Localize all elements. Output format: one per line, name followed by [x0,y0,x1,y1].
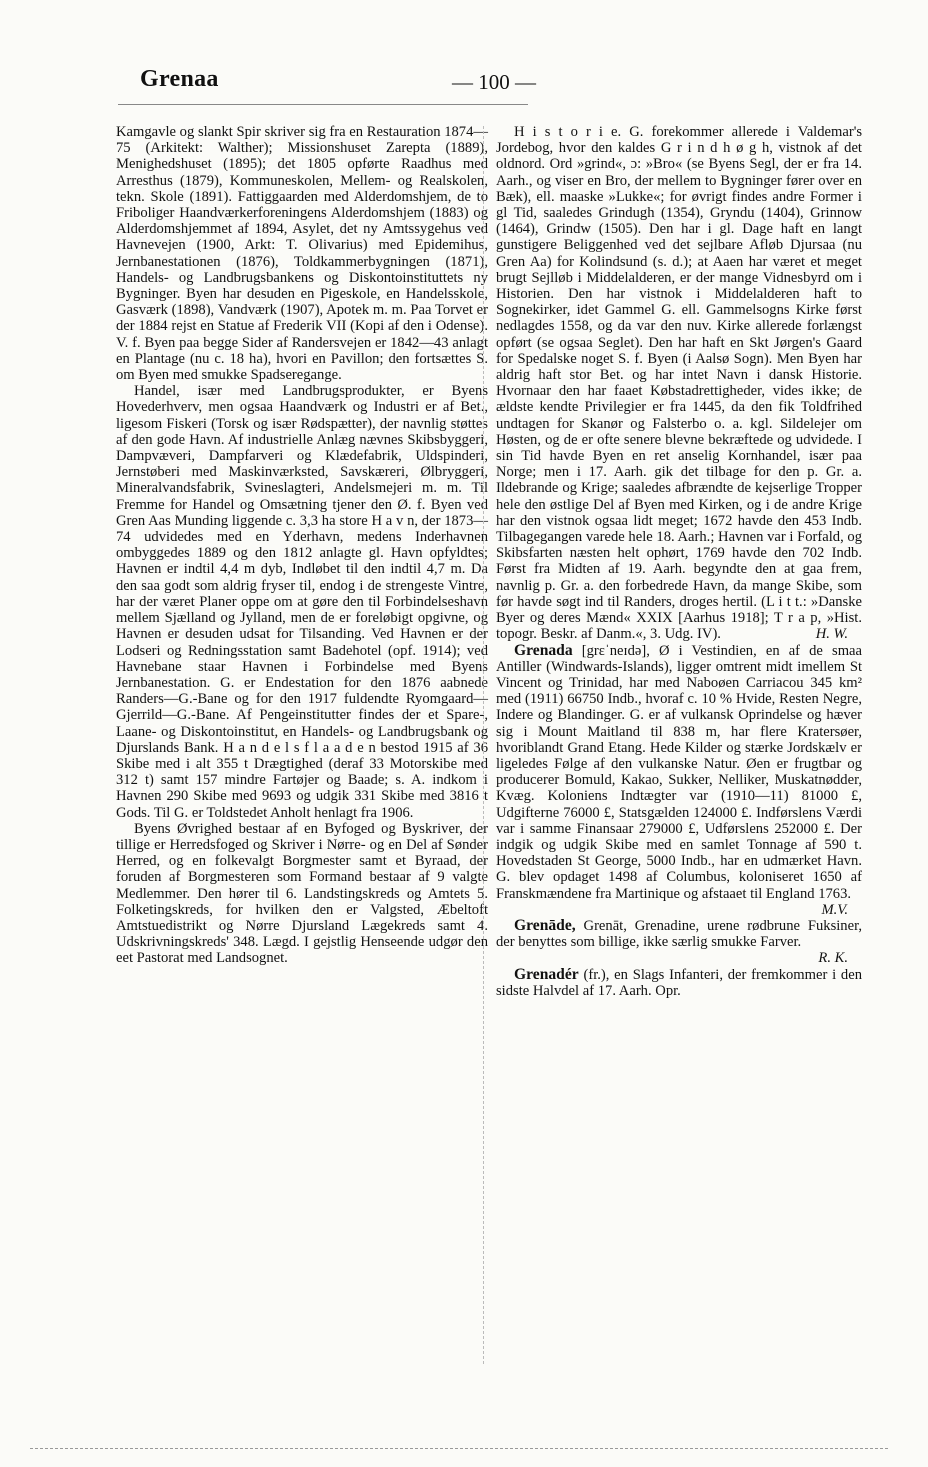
left-paragraph-buildings: Kamgavle og slankt Spir skriver sig fra en Restauration 1874—75 (Arkitekt: Walther); Missionshuset Zarepta (1889), Menighedshuset (1895); det 1805 opførte Raadhus med Arresthus (1879), Kommuneskolen, Mellem- og Realskolen, tekn. Skole (1891). Fattiggaarden med Alderdomshjem, de to Friboliger Haandværkerforeningens Alderdomshjem (1883) og Alderdomshjemmet af 1894, Asylet, det ny Amtssygehus ved Havnevejen (1900, Arkt: T. Olivarius) med Epidemihus, Jernbanestationen (1876), Toldkammerbygningen (1871), Handels- og Landbrugsbankens og Diskontoinstituttets ny Bygninger. Byen har desuden en Pigeskole, en Handelsskole, Gasværk (1898), Vandværk (1907), Apotek m. m. Paa Torvet er der 1884 rejst en Statue af Frederik VII (Kopi af den i Odense). V. f. Byen paa begge Sider af Randersvejen er 1842—43 anlagt en Plantage (nu c. 18 ha), hvori en Pavillon; den fortsættes S. om Byen med smukke Spadseregange. [116,124,488,384]
grenade-headword: Grenāde, [514,916,576,934]
right-column [496,124,862,999]
grenader-headword: Grenadér [514,965,579,983]
entry-grenader [496,967,862,999]
column-divider [483,126,484,1364]
page-headword: Grenaa [140,66,219,92]
header-rule [118,104,528,105]
entry-grenada [496,641,862,918]
grenada-headword: Grenada [514,641,573,659]
left-paragraph-government: Byens Øvrighed bestaar af en Byfoged og Byskriver, der tillige er Herredsfoged og Skriver i Nørre- og en Del af Sønder Herred, og en folkevalgt Borgmester samt et Byraad, der foruden af Borgmesteren som Formand bestaar af 9 valgte Medlemmer. Den hører til 6. Landstingskreds og Amtets 5. Folketingskreds, for hvilken den er Valgsted, Æbeltoft Amtstuedistrikt og Nørre Djursland Lægekreds samt 4. Udskrivningskreds' 348. Lægd. I gejstlig Henseende udgør den eet Pastorat med Landsognet. [116,820,488,967]
grenade-signature: R. K. [818,950,848,967]
history-text: H i s t o r i e. G. forekommer allerede i Valdemar's Jordebog, hvor den kaldes G r i n d h ø g h, vistnok af det oldnord. Ord »grind«, ɔ: »Bro« (se Byens Segl, der er fra 14. Aarh., og viser en Bro, der mellem to Bygninger fører over en Bæk), ell. maaske »Lukke«; for øvrigt findes andre Former i gl Tid, saaledes Grindugh (1354), Gryndu (1404), Grinnow (1464), Grindw (1505). Den har i gl. Dage haft en langt gunstigere Beliggenhed ved det sejlbare Afløb Djursaa (nu Gren Aa) for Kolindsund (s. d.); at Aaen har været et meget brugt Sejlløb i Middelalderen, er der mange Vidnesbyrd om i Historien. Den har vistnok i Middelalderen haft to Sognekirker, idet Gammel G. ell. Gammelsogns Kirke først nedlagdes 1558, og da var den nuv. Kirke allerede forlængst opført (se ogsaa Seglet). Den har haft en Skt Jørgen's Gaard for Spedalske noget S. f. Byen (i Aalsø Sogn). Men Byen har aldrig haft stor Bet. og har intet Navn i dansk Historie. Hvornaar den har faaet Købstadrettigheder, vides ikke; de ældste kendte Privilegier er fra 1445, da den fik Toldfrihed undtagen for Skanør og Falsterbo o. a. kgl. Sildelejer om Høsten, og de er ofte senere blevne bekræftede og udvidede. I sin Tid havde Byen en ret anselig Kornhandel, især paa Norge; men i 17. Aarh. gik det tilbage for den p. Gr. a. Ildebrande og Krige; saaledes afbrændte de kejserlige Tropper hele den østlige Del af Byen med Kirken, og i de andre Krige har den vistnok ogsaa lidt meget; 1672 havde den 453 Indb. Tilbagegangen varede hele 18. Aarh.; Havnen var i Forfald, og Skibsfarten næsten helt ophørt, 1769 havde den 702 Indb. Først fra Midten af 19. Aarh. begyndte den at gaa frem, navnlig p. Gr. a. den forbedrede Havn, da mange Skibe, som før havde søgt ind til Randers, droges hertil. (L i t t.: »Danske Byer og deres Mænd« XXIX [Aarhus 1918]; T r a p, »Hist. topogr. Beskr. af Danm.«, 3. Udg. IV). [496,124,862,643]
history-paragraph [496,124,862,643]
entry-grenade [496,916,862,967]
grenada-signature: M.V. [821,901,848,918]
grenader-text: (fr.), en Slags Infanteri, der fremkommer i den sidste Halvdel af 17. Aarh. Opr. [496,966,862,999]
page-number: — 100 — [452,70,536,94]
left-column [116,124,488,967]
grenade-text: Grenāt, Grenadine, urene rødbrune Fuksiner, der benyttes som billige, ikke særlig smukke Farver. [496,917,862,951]
grenada-text: [grɛˈneɪdə], Ø i Vestindien, en af de smaa Antiller (Windwards-Islands), ligger omtrent midt imellem St Vincent og Trinidad, har med Naboøen Carriacou 345 km² med (1911) 66750 Indb., hvoraf c. 10 % Hvide, Resten Negre, Indere og Blandinger. G. er af vulkansk Oprindelse og hæver sig i Mount Maitland til 838 m, har flere Kratersøer, hvoriblandt Grand Etang. Hede Kilder og stærke Jordskælv er ligeledes Følge af den vulkanske Natur. Øen er frugtbar og producerer Bomuld, Kakao, Sukker, Nelliker, Muskatnødder, Kvæg. Koloniens Indtægter var (1910—11) 81000 £, Udgifterne 76000 £, Statsgælden 124000 £. Indførslens Værdi var i samme Finansaar 279000 £, Udførslens 252000 £. Der indgik og udgik Skibe med en samlet Tonnage af 590 t. Hovedstaden St George, 5000 Indb., har en udmærket Havn. G. blev opdaget 1498 af Columbus, koloniseret 1650 af Franskmændene fra Martinique og afstaaet til England 1763. [496,642,862,902]
history-signature: H. W. [815,626,848,643]
left-paragraph-trade: Handel, især med Landbrugsprodukter, er Byens Hovederhverv, men ogsaa Haandværk og Industri er af Bet., ligesom Fiskeri (Torsk og især Rødspætter), der navnlig støttes af den gode Havn. Af industrielle Anlæg nævnes Skibsbyggeri, Dampvæveri, Dampfarveri og Klædefabrik, Uldspinderi, Jernstøberi med Maskinværksted, Savskæreri, Ølbryggeri, Mineralvandsfabrik, Svineslagteri, Andelsmejeri m. m. Til Fremme for Handel og Omsætning tjener den Ø. f. Byen ved Gren Aas Munding liggende c. 3,3 ha store H a v n, der 1873—74 udvidedes med en Yderhavn, medens Inderhavnen ombyggedes 1889 og den 1812 anlagte gl. Havn opfyldtes; Havnen er indtil 4,4 m dyb, Indløbet til den indtil 4,7 m. Da den saa godt som aldrig fryser til, endog i de strengeste Vintre, har der været Planer oppe om at gøre den til Forbindelseshavn mellem Sjælland og Jylland, men de er foreløbigt opgivne, og Havnen er desuden udsat for Tilsanding. Ved Havnen er der Lodseri og Redningsstation samt Badehotel (opf. 1914); ved Havnebane staar Havnen i Forbindelse med Byens Jernbanestation. G. er Endestation for den 1876 aabnede Randers—G.-Bane og for den 1917 fuldendte Ryomgaard—Gjerrild—G.-Bane. Af Pengeinstitutter findes der et Spare-, Laane- og Diskontoinstitut, en Handels- og Landbrugsbank og Djurslands Bank. H a n d e l s f l a a d e n bestod 1915 af 36 Skibe med i alt 355 t Drægtighed (deraf 33 Motorskibe med 312 t) samt 157 mindre Fartøjer og Baade; s. A. indkom i Havnen 290 Skibe med 9693 og udgik 331 Skibe med 3816 t Gods. Til G. er Toldstedet Anholt henlagt fra 1906. [116,383,488,821]
page-bottom-edge [30,1448,888,1449]
